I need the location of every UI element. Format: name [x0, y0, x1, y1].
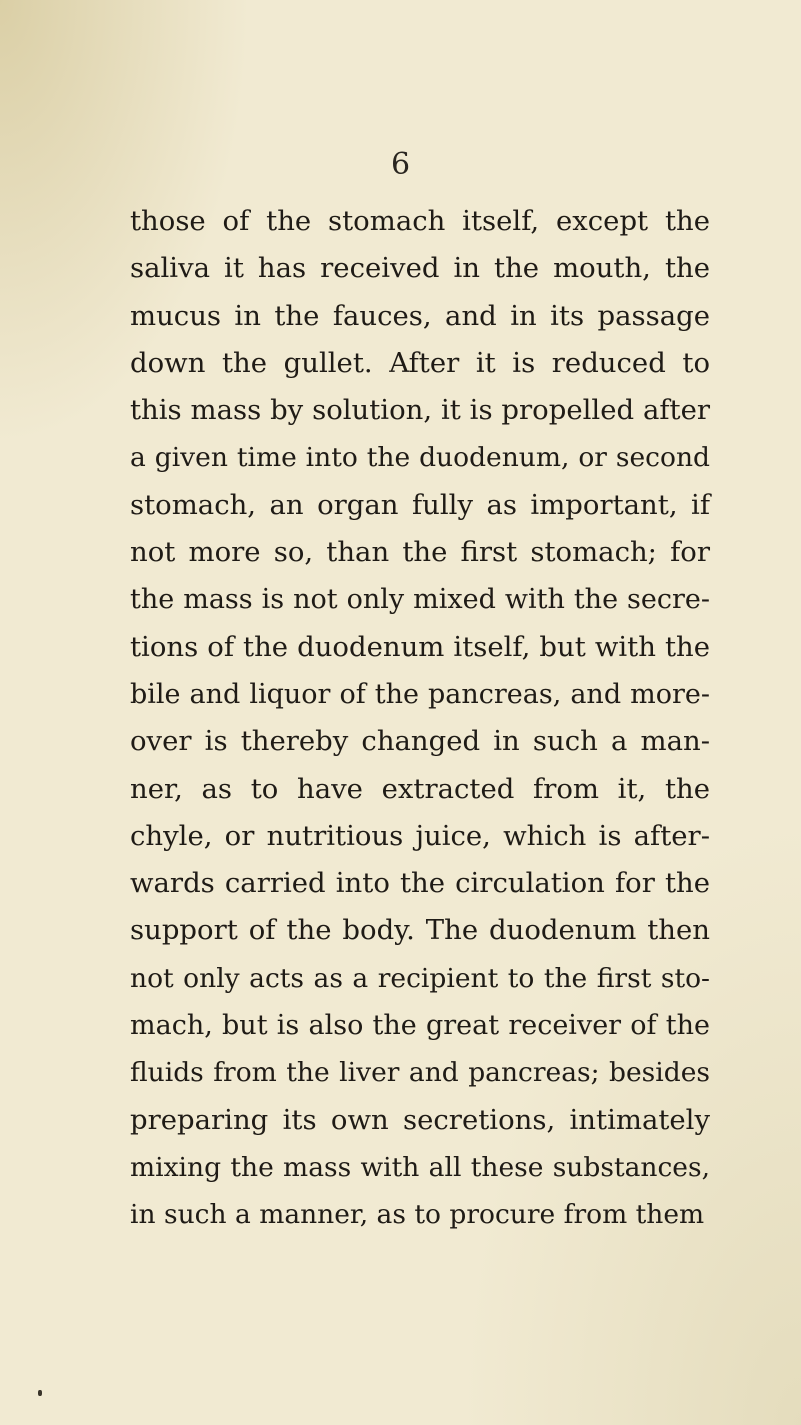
text-line: bile and liquor of the pancreas, and more-	[130, 678, 710, 710]
body-text	[130, 198, 710, 1239]
text-line: stomach, an organ fully as important, if	[130, 488, 710, 521]
text-line: ner, as to have extracted from it, the	[130, 772, 710, 805]
ink-speck	[38, 1390, 42, 1396]
text-line: over is thereby changed in such a man-	[130, 725, 710, 758]
text-line: this mass by solution, it is propelled after	[130, 394, 710, 427]
text-line: fluids from the liver and pancreas; besides	[130, 1057, 710, 1089]
text-line: down the gullet. After it is reduced to	[130, 346, 710, 379]
text-line: tions of the duodenum itself, but with the	[130, 630, 710, 663]
text-line: mixing the mass with all these substances,	[130, 1151, 710, 1183]
text-line: not more so, than the first stomach; for	[130, 536, 710, 569]
text-line: those of the stomach itself, except the	[130, 205, 710, 237]
text-line: mach, but is also the great receiver of the	[130, 1010, 710, 1042]
text-line: not only acts as a recipient to the first sto-	[130, 962, 710, 994]
text-line: chyle, or nutritious juice, which is after-	[130, 819, 710, 852]
text-line: saliva it has received in the mouth, the	[130, 252, 710, 285]
text-line: preparing its own secretions, intimately	[130, 1103, 710, 1136]
text-line: support of the body. The duodenum then	[130, 914, 710, 947]
page-number: 6	[390, 147, 411, 182]
text-line: in such a manner, as to procure from them	[130, 1199, 705, 1231]
text-line: mucus in the fauces, and in its passage	[130, 299, 710, 332]
text-line: a given time into the duodenum, or second	[130, 442, 710, 474]
text-line: the mass is not only mixed with the secre-	[130, 584, 710, 616]
text-line: wards carried into the circulation for the	[130, 867, 710, 900]
